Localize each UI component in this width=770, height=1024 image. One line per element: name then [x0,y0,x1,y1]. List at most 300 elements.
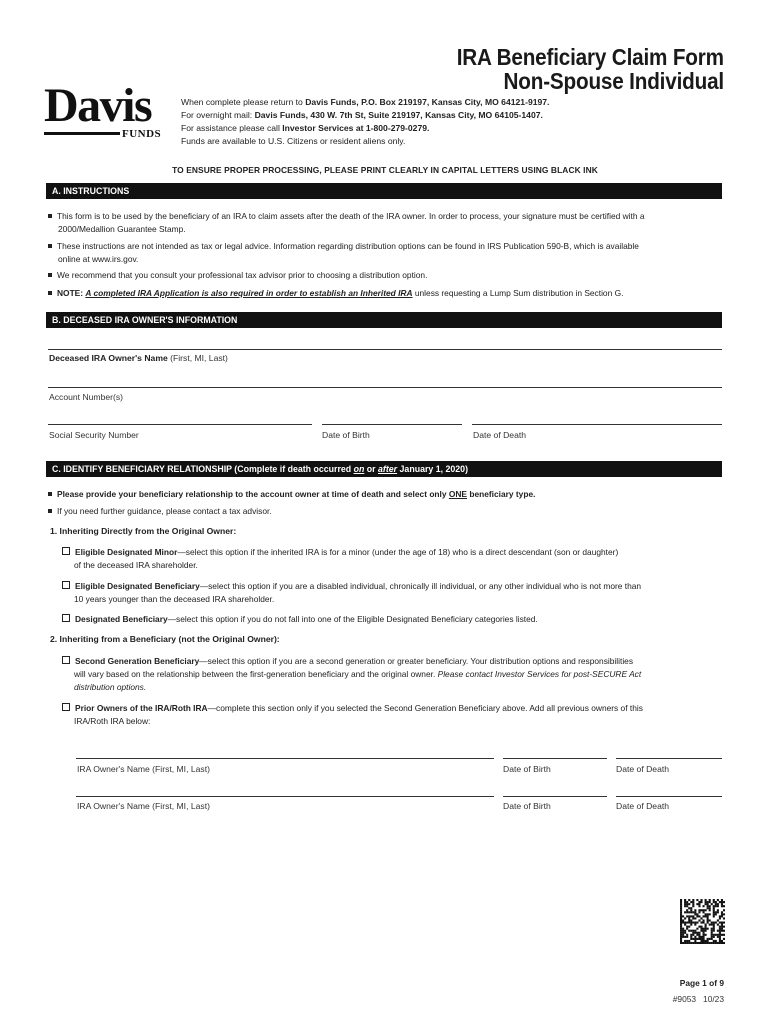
barcode-module [721,915,723,917]
barcode-module [713,930,715,932]
barcode-module [719,928,721,930]
barcode-module [715,934,717,936]
barcode-module [709,899,711,901]
barcode-module [684,942,686,944]
barcode-module [698,911,700,913]
barcode-module [713,913,715,915]
barcode-module [711,903,713,905]
barcode-module [686,928,688,930]
barcode-module [707,903,709,905]
bullet-icon [48,214,52,218]
barcode-module [684,932,686,934]
barcode-module [713,911,715,913]
logo-funds-text: FUNDS [122,128,162,140]
barcode-module [688,903,690,905]
barcode-module [709,901,711,903]
logo-wordmark: Davis [44,79,152,132]
barcode-module [682,932,684,934]
barcode-module [680,919,682,921]
barcode-module [700,926,702,928]
barcode-module [696,938,698,940]
barcode-module [690,909,692,911]
barcode-module [719,915,721,917]
instruction-bullet-4: NOTE: A completed IRA Application is also required in order to establish an Inherited IRA unless requesting a Lump Sum distribution in Section G. [48,287,623,299]
barcode-module [684,922,686,924]
prior-owner-2-name-label: IRA Owner's Name (First, MI, Last) [77,801,210,811]
barcode-module [688,907,690,909]
logo-rule [44,132,120,135]
barcode-module [680,901,682,903]
barcode-module [700,942,702,944]
owner-dod-field[interactable] [472,424,722,425]
barcode-module [711,936,713,938]
barcode-module [717,930,719,932]
instruction-bullet-1-cont: 2000/Medallion Guarantee Stamp. [58,224,186,234]
barcode-module [680,899,682,901]
barcode-module [721,913,723,915]
barcode-module [686,909,688,911]
checkbox-icon[interactable] [62,581,70,589]
barcode-module [680,907,682,909]
barcode-module [723,905,725,907]
barcode-module [721,924,723,926]
section-a-header: A. INSTRUCTIONS [46,183,722,199]
barcode-module [709,938,711,940]
prior-owner-1-dob-label: Date of Birth [503,764,551,774]
barcode-module [690,930,692,932]
barcode-module [686,915,688,917]
barcode-module [686,905,688,907]
barcode-module [700,940,702,942]
barcode-module [703,905,705,907]
barcode-module [703,932,705,934]
barcode-module [709,913,711,915]
barcode-module [694,940,696,942]
instruction-bullet-3: We recommend that you consult your professional tax advisor prior to choosing a distribution option. [48,269,427,281]
barcode-module [694,922,696,924]
barcode-module [698,909,700,911]
barcode-module [707,907,709,909]
print-clearly-notice: TO ENSURE PROPER PROCESSING, PLEASE PRINT CLEARLY IN CAPITAL LETTERS USING BLACK INK [172,165,598,175]
barcode-module [686,926,688,928]
barcode-module [682,915,684,917]
barcode-module [719,936,721,938]
heading-inherit-from-beneficiary: 2. Inheriting from a Beneficiary (not the Original Owner): [50,634,280,644]
barcode-module [719,938,721,940]
barcode-module [721,905,723,907]
barcode-module [721,911,723,913]
barcode-module [703,930,705,932]
barcode-module [690,901,692,903]
barcode-module [717,919,719,921]
barcode-module [690,911,692,913]
section-b-header: B. DECEASED IRA OWNER'S INFORMATION [46,312,722,328]
barcode-module [707,905,709,907]
barcode-module [680,940,682,942]
barcode-module [698,901,700,903]
barcode-module [694,942,696,944]
barcode-module [692,932,694,934]
barcode-module [703,938,705,940]
barcode-module [700,909,702,911]
barcode-module [684,924,686,926]
page-number: Page 1 of 9 [679,978,724,988]
barcode-module [684,930,686,932]
barcode-module [713,936,715,938]
barcode-module [686,911,688,913]
barcode-module [682,919,684,921]
barcode-module [698,926,700,928]
barcode-module [721,928,723,930]
barcode-module [686,903,688,905]
barcode-module [690,907,692,909]
barcode-module [696,922,698,924]
barcode-module [723,934,725,936]
barcode-module [715,913,717,915]
instruction-bullet-2-cont: online at www.irs.gov. [58,254,139,264]
availability-note: Funds are available to U.S. Citizens or resident aliens only. [181,136,406,146]
owner-dod-label: Date of Death [473,430,527,440]
barcode-module [713,926,715,928]
barcode-module [694,911,696,913]
barcode-module [707,917,709,919]
barcode-module [694,909,696,911]
barcode-module [692,911,694,913]
barcode-module [707,922,709,924]
barcode-module [703,934,705,936]
barcode-module [682,928,684,930]
barcode-module [680,936,682,938]
barcode-module [709,907,711,909]
barcode-module [713,901,715,903]
barcode-module [715,903,717,905]
barcode-module [703,911,705,913]
barcode-module [723,938,725,940]
option-prior-owners[interactable]: Prior Owners of the IRA/Roth IRA—complete this section only if you selected the Second Generation Beneficiary above. Add all previous owners of this [62,702,643,714]
barcode-module [717,934,719,936]
barcode-module [684,917,686,919]
barcode-module [713,942,715,944]
barcode-module [723,930,725,932]
barcode-module [686,901,688,903]
barcode-module [698,932,700,934]
barcode-module [698,905,700,907]
instruction-bullet-2: These instructions are not intended as tax or legal advice. Information regarding distribution options can be found in IRS Publication 590-B, which is available [48,240,639,252]
barcode-module [690,924,692,926]
barcode-module [690,922,692,924]
barcode-module [692,899,694,901]
barcode-module [703,919,705,921]
barcode-module [688,919,690,921]
barcode-module [700,922,702,924]
barcode-module [721,942,723,944]
barcode-module [690,936,692,938]
barcode-module [719,932,721,934]
barcode-module [723,901,725,903]
barcode-module [696,903,698,905]
barcode-module [692,942,694,944]
davis-funds-logo [44,79,172,144]
deceased-name-field[interactable] [48,349,722,350]
barcode-module [715,922,717,924]
barcode-module [717,936,719,938]
heading-inherit-directly: 1. Inheriting Directly from the Original Owner: [50,526,237,536]
option-second-generation-cont-2: distribution options. [74,682,147,692]
barcode-module [680,909,682,911]
barcode-module [682,936,684,938]
checkbox-icon[interactable] [62,703,70,711]
barcode-module [719,922,721,924]
barcode-module [709,909,711,911]
bullet-icon [48,509,52,513]
barcode-module [723,913,725,915]
option-prior-owners-cont: IRA/Roth IRA below: [74,716,151,726]
barcode-module [690,915,692,917]
prior-owner-1-name-field[interactable] [76,758,494,759]
barcode-module [707,928,709,930]
barcode-module [715,942,717,944]
barcode-module [723,942,725,944]
barcode-module [682,930,684,932]
barcode-module [692,917,694,919]
option-designated-beneficiary[interactable]: Designated Beneficiary—select this option if you do not fall into one of the Eligible Designated Beneficiary categories listed. [62,613,538,625]
barcode-module [698,942,700,944]
ssn-field[interactable] [48,424,312,425]
barcode-module [705,942,707,944]
barcode-module [686,936,688,938]
barcode-module [684,899,686,901]
barcode-module [711,942,713,944]
barcode-module [705,934,707,936]
prior-owner-2-name-field[interactable] [76,796,494,797]
barcode-module [688,940,690,942]
barcode-module [713,940,715,942]
checkbox-icon[interactable] [62,547,70,555]
barcode-module [705,899,707,901]
barcode-module [680,938,682,940]
barcode-module [680,922,682,924]
barcode-module [703,936,705,938]
instruction-bullet-1: This form is to be used by the beneficiary of an IRA to claim assets after the death of the IRA owner. In order to process, your signature must be certified with a [48,210,644,222]
barcode-module [719,917,721,919]
owner-dob-field[interactable] [322,424,462,425]
checkbox-icon[interactable] [62,614,70,622]
bullet-icon [48,273,52,277]
barcode-module [703,942,705,944]
barcode-module [690,919,692,921]
form-number: #9053 10/23 [672,994,724,1004]
barcode-module [700,899,702,901]
barcode-module [688,942,690,944]
barcode-module [698,919,700,921]
barcode-module [707,942,709,944]
barcode-module [698,934,700,936]
account-number-label: Account Number(s) [49,392,124,402]
account-number-field[interactable] [48,387,722,388]
barcode-module [711,922,713,924]
barcode-module [719,901,721,903]
assistance-phone: For assistance please call Investor Services at 1-800-279-0279. [181,123,430,133]
prior-owner-2-dod-field[interactable] [616,796,722,797]
bullet-icon [48,291,52,295]
barcode-module [696,915,698,917]
barcode-module [692,938,694,940]
barcode-module [713,934,715,936]
ssn-label: Social Security Number [49,430,139,440]
option-second-generation-beneficiary[interactable]: Second Generation Beneficiary—select this option if you are a second generation or greater beneficiary. Your distribution options and responsibilities [62,655,633,667]
barcode-module [713,907,715,909]
barcode-module [680,915,682,917]
barcode-module [680,905,682,907]
barcode-module [698,903,700,905]
barcode-module [707,940,709,942]
barcode-module [721,899,723,901]
barcode-module [684,901,686,903]
option-eligible-designated-beneficiary[interactable]: Eligible Designated Beneficiary—select this option if you are a disabled individual, chronically ill individual, or any other individual who is not more than [62,580,641,592]
barcode-module [705,903,707,905]
barcode-module [707,913,709,915]
barcode-module [709,924,711,926]
form-subtitle: Non-Spouse Individual [503,68,724,94]
barcode-module [700,930,702,932]
barcode-module [700,938,702,940]
barcode-module [694,913,696,915]
barcode-module [688,926,690,928]
barcode-module [688,911,690,913]
barcode-module [692,934,694,936]
barcode-module [686,942,688,944]
relationship-bullet-2: If you need further guidance, please contact a tax advisor. [48,505,272,517]
barcode-module [680,924,682,926]
barcode-module [721,922,723,924]
barcode-module [703,922,705,924]
barcode-module [680,932,682,934]
barcode-module [700,936,702,938]
barcode-module [719,930,721,932]
prior-owner-1-dod-label: Date of Death [616,764,670,774]
barcode-module [705,901,707,903]
barcode-module [692,903,694,905]
barcode-module [684,903,686,905]
bullet-icon [48,244,52,248]
barcode-module [711,930,713,932]
barcode-module [684,905,686,907]
barcode-module [690,938,692,940]
barcode-module [680,928,682,930]
barcode-module [694,917,696,919]
barcode-module [715,940,717,942]
prior-owner-1-dod-field[interactable] [616,758,722,759]
barcode-module [694,938,696,940]
barcode-module [696,899,698,901]
barcode-module [717,905,719,907]
barcode-module [688,930,690,932]
barcode-module [707,901,709,903]
barcode-module [703,940,705,942]
checkbox-icon[interactable] [62,656,70,664]
option-eligible-designated-minor-cont: of the deceased IRA shareholder. [74,560,198,570]
barcode-module [682,942,684,944]
section-c-header: C. IDENTIFY BENEFICIARY RELATIONSHIP (Complete if death occurred on or after January 1, 2020) [46,461,722,477]
barcode-module [713,915,715,917]
barcode-module [680,903,682,905]
prior-owner-2-dob-field[interactable] [503,796,607,797]
barcode-module [686,922,688,924]
barcode-module [713,909,715,911]
barcode-module [711,934,713,936]
overnight-address: For overnight mail: Davis Funds, 430 W. 7th St, Suite 219197, Kansas City, MO 64105-1407. [181,110,543,120]
barcode-module [713,905,715,907]
barcode-module [721,903,723,905]
barcode-module [721,930,723,932]
barcode-module [715,905,717,907]
barcode-module [698,938,700,940]
barcode-module [705,909,707,911]
barcode-module [696,942,698,944]
barcode-module [713,899,715,901]
barcode-module [696,913,698,915]
prior-owner-2-dob-label: Date of Birth [503,801,551,811]
datamatrix-barcode-icon [680,899,725,944]
barcode-module [707,919,709,921]
barcode-module [690,934,692,936]
barcode-module [682,934,684,936]
prior-owner-1-dob-field[interactable] [503,758,607,759]
barcode-module [719,934,721,936]
barcode-module [713,922,715,924]
option-eligible-designated-beneficiary-cont: 10 years younger than the deceased IRA shareholder. [74,594,275,604]
barcode-module [717,924,719,926]
mail-address: When complete please return to Davis Funds, P.O. Box 219197, Kansas City, MO 64121-9197. [181,97,550,107]
barcode-module [680,934,682,936]
barcode-module [717,909,719,911]
barcode-module [721,901,723,903]
barcode-module [705,930,707,932]
barcode-module [723,909,725,911]
barcode-module [680,930,682,932]
barcode-module [696,932,698,934]
barcode-module [692,901,694,903]
barcode-module [705,940,707,942]
option-eligible-designated-minor[interactable]: Eligible Designated Minor—select this option if the inherited IRA is for a minor (under the age of 18) who is a direct descendant (son or daughter) [62,546,618,558]
barcode-module [705,915,707,917]
barcode-module [713,924,715,926]
bullet-icon [48,492,52,496]
barcode-module [684,940,686,942]
barcode-module [700,928,702,930]
barcode-module [694,932,696,934]
barcode-module [705,913,707,915]
barcode-module [703,928,705,930]
barcode-module [696,928,698,930]
barcode-module [698,936,700,938]
relationship-bullet-1: Please provide your beneficiary relationship to the account owner at time of death and select only ONE beneficiary type. [48,488,535,500]
barcode-module [723,926,725,928]
barcode-module [709,942,711,944]
barcode-module [680,917,682,919]
option-second-generation-cont: will vary based on the relationship between the first-generation beneficiary and the original owner. Please contact Investor Services for post-SECURE Act [74,669,642,679]
barcode-module [707,938,709,940]
barcode-module [688,922,690,924]
barcode-module [700,901,702,903]
barcode-module [680,942,682,944]
barcode-module [686,940,688,942]
barcode-module [705,928,707,930]
barcode-module [690,942,692,944]
barcode-module [692,905,694,907]
barcode-module [721,926,723,928]
barcode-module [721,934,723,936]
